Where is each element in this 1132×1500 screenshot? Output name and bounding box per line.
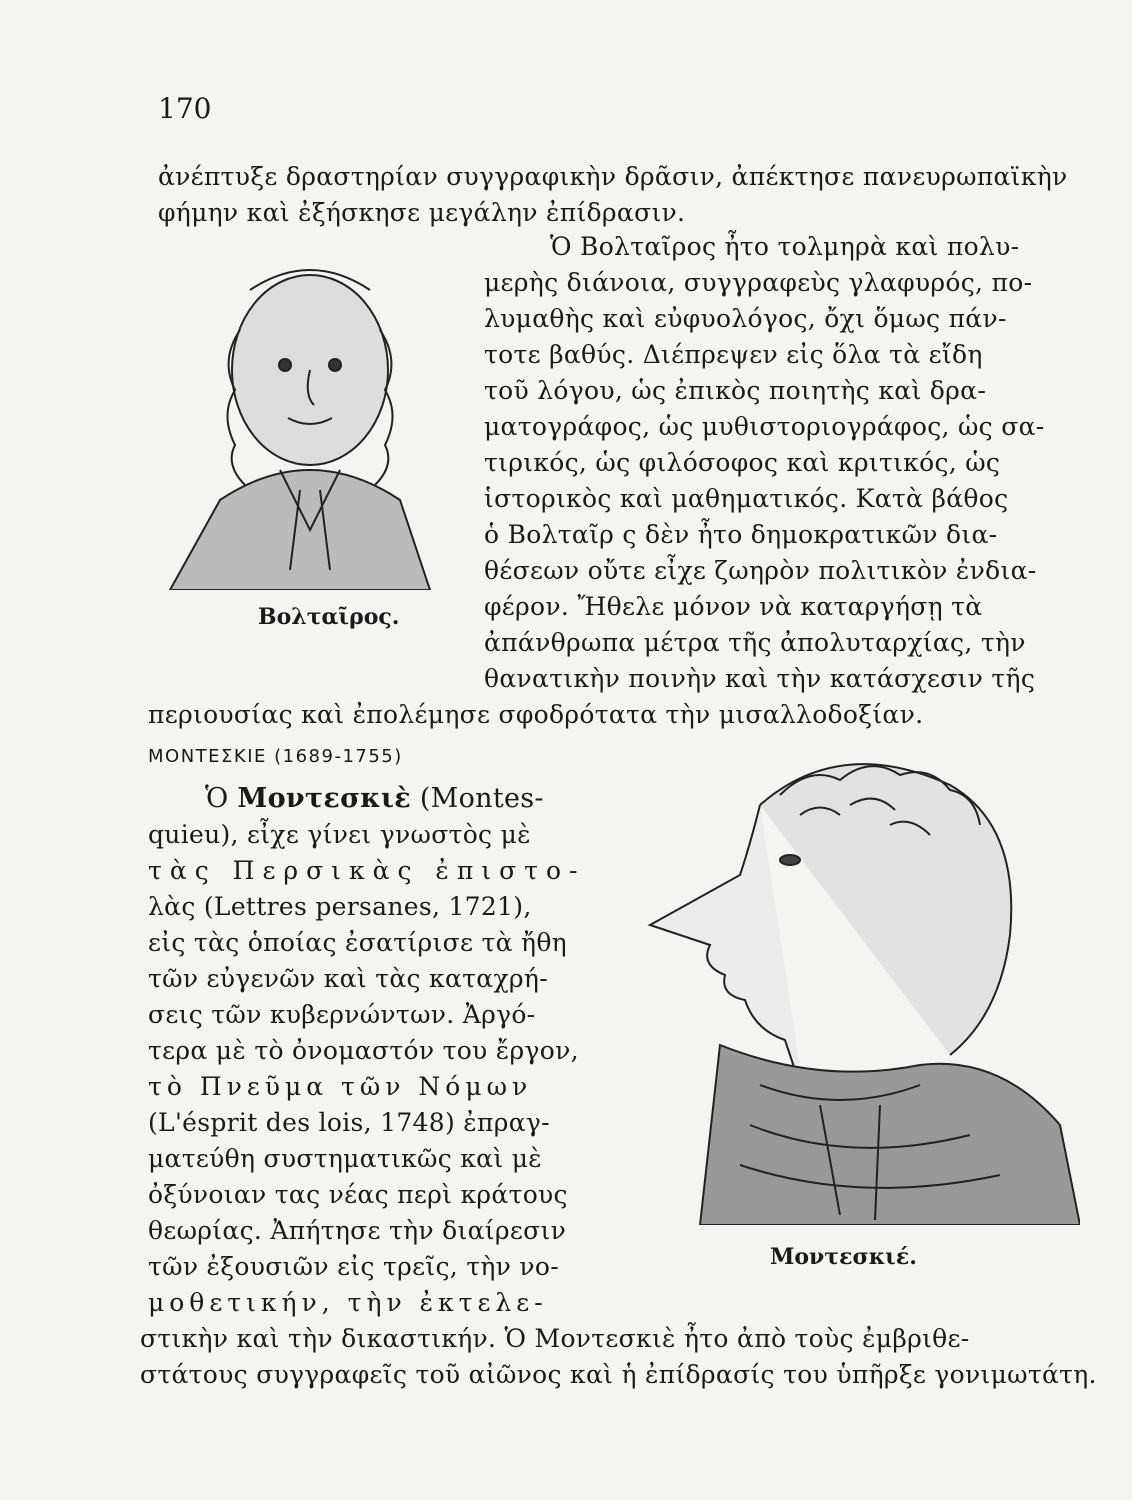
montesquieu-line: σεις τῶν κυβερνώντων. Ἀργό- [148,1000,536,1029]
voltaire-line: θέσεων οὔτε εἶχε ζωηρὸν πολιτικὸν ἐνδια- [484,556,1037,585]
montesquieu-heading: ΜΟΝΤΕΣΚΙΕ (1689-1755) [148,746,403,767]
montesquieu-line: τῶν εὐγενῶν καὶ τὰς καταχρή- [148,964,548,993]
montesquieu-caption: Μοντεσκιέ. [770,1244,917,1270]
montesquieu-line: θεωρίας. Ἀπήτησε τὴν διαίρεσιν [148,1216,567,1245]
voltaire-line: τοῦ λόγου, ὡς ἐπικὸς ποιητὴς καὶ δρα- [484,376,987,405]
voltaire-line: θανατικὴν ποινὴν καὶ τὴν κατάσχεσιν τῆς [484,664,1036,693]
montesquieu-portrait [640,745,1080,1225]
voltaire-line: ὁ Βολταῖρ ς δὲν ἦτο δημοκρατικῶν δια- [484,520,998,549]
montesquieu-line: quieu), εἶχε γίνει γνωστὸς μὲ [148,820,531,849]
voltaire-line: ἱστορικὸς καὶ μαθηματικός. Κατὰ βάθος [484,484,1009,513]
voltaire-line: ματογράφος, ὡς μυθιστοριογράφος, ὡς σα- [484,412,1045,441]
montesquieu-line: τῶν ἐξουσιῶν εἰς τρεῖς, τὴν νο- [148,1252,560,1281]
montesquieu-full-line: στάτους συγγραφεῖς τοῦ αἰῶνος καὶ ἡ ἐπίδρασίς του ὑπῆρξε γονιμωτάτη. [140,1360,1097,1389]
montesquieu-first-prefix: Ὁ [205,783,238,814]
voltaire-line: ἀπάνθρωπα μέτρα τῆς ἀπολυταρχίας, τὴν [484,628,1026,657]
intro-line: ἀνέπτυξε δραστηρίαν συγγραφικὴν δρᾶσιν, ἀπέκτησε πανευρωπαϊκὴν [158,162,1068,191]
montesquieu-line: ὀξύνοιαν τας νέας περὶ κράτους [148,1180,568,1209]
montesquieu-line: τερα μὲ τὸ ὀνομαστόν του ἔργον, [148,1036,579,1065]
montesquieu-line: εἰς τὰς ὁποίας ἐσατίρισε τὰ ἤθη [148,928,567,957]
montesquieu-name-bold: Μοντεσκιὲ [237,783,411,814]
voltaire-line: Ὁ Βολταῖρος ἦτο τολμηρὰ καὶ πολυ- [550,232,1020,261]
voltaire-line: λυμαθὴς καὶ εὐφυολόγος, ὄχι ὅμως πάν- [484,304,1007,333]
voltaire-line: μερὴς διάνοια, συγγραφεὺς γλαφυρός, πο- [484,268,1033,297]
voltaire-line: τιρικός, ὡς φιλόσοφος καὶ κριτικός, ὡς [484,448,1001,477]
montesquieu-first-suffix: (Montes- [410,783,544,814]
montesquieu-line: λὰς (Lettres persanes, 1721), [148,892,532,921]
montesquieu-full-line: στικὴν καὶ τὴν δικαστικήν. Ὁ Μοντεσκιὲ ἦτο ἀπὸ τοὺς ἐμβριθε- [140,1324,970,1353]
page-number: 170 [158,92,212,125]
intro-line: φήμην καὶ ἐξήσκησε μεγάλην ἐπίδρασιν. [158,198,686,227]
montesquieu-line: ματεύθη συστηματικῶς καὶ μὲ [148,1144,542,1173]
voltaire-portrait [160,250,450,590]
voltaire-last-line: περιουσίας καὶ ἐπολέμησε σφοδρότατα τὴν μισαλλοδοξίαν. [148,700,924,729]
montesquieu-line: τὸ Πνεῦμα τῶν Νόμων [148,1072,533,1101]
voltaire-line: τοτε βαθύς. Διέπρεψεν εἰς ὅλα τὰ εἴδη [484,340,983,369]
montesquieu-first-line [205,782,544,816]
montesquieu-line: (L'ésprit des lois, 1748) ἐπραγ- [148,1108,550,1137]
voltaire-caption: Βολταῖρος. [258,604,400,630]
montesquieu-line: τὰς Περσικὰς ἐπιστο- [148,856,586,885]
voltaire-line: φέρον. Ἤθελε μόνον νὰ καταργήσῃ τὰ [484,592,983,621]
montesquieu-line: μοθετικήν, τὴν ἐκτελε- [148,1288,548,1317]
